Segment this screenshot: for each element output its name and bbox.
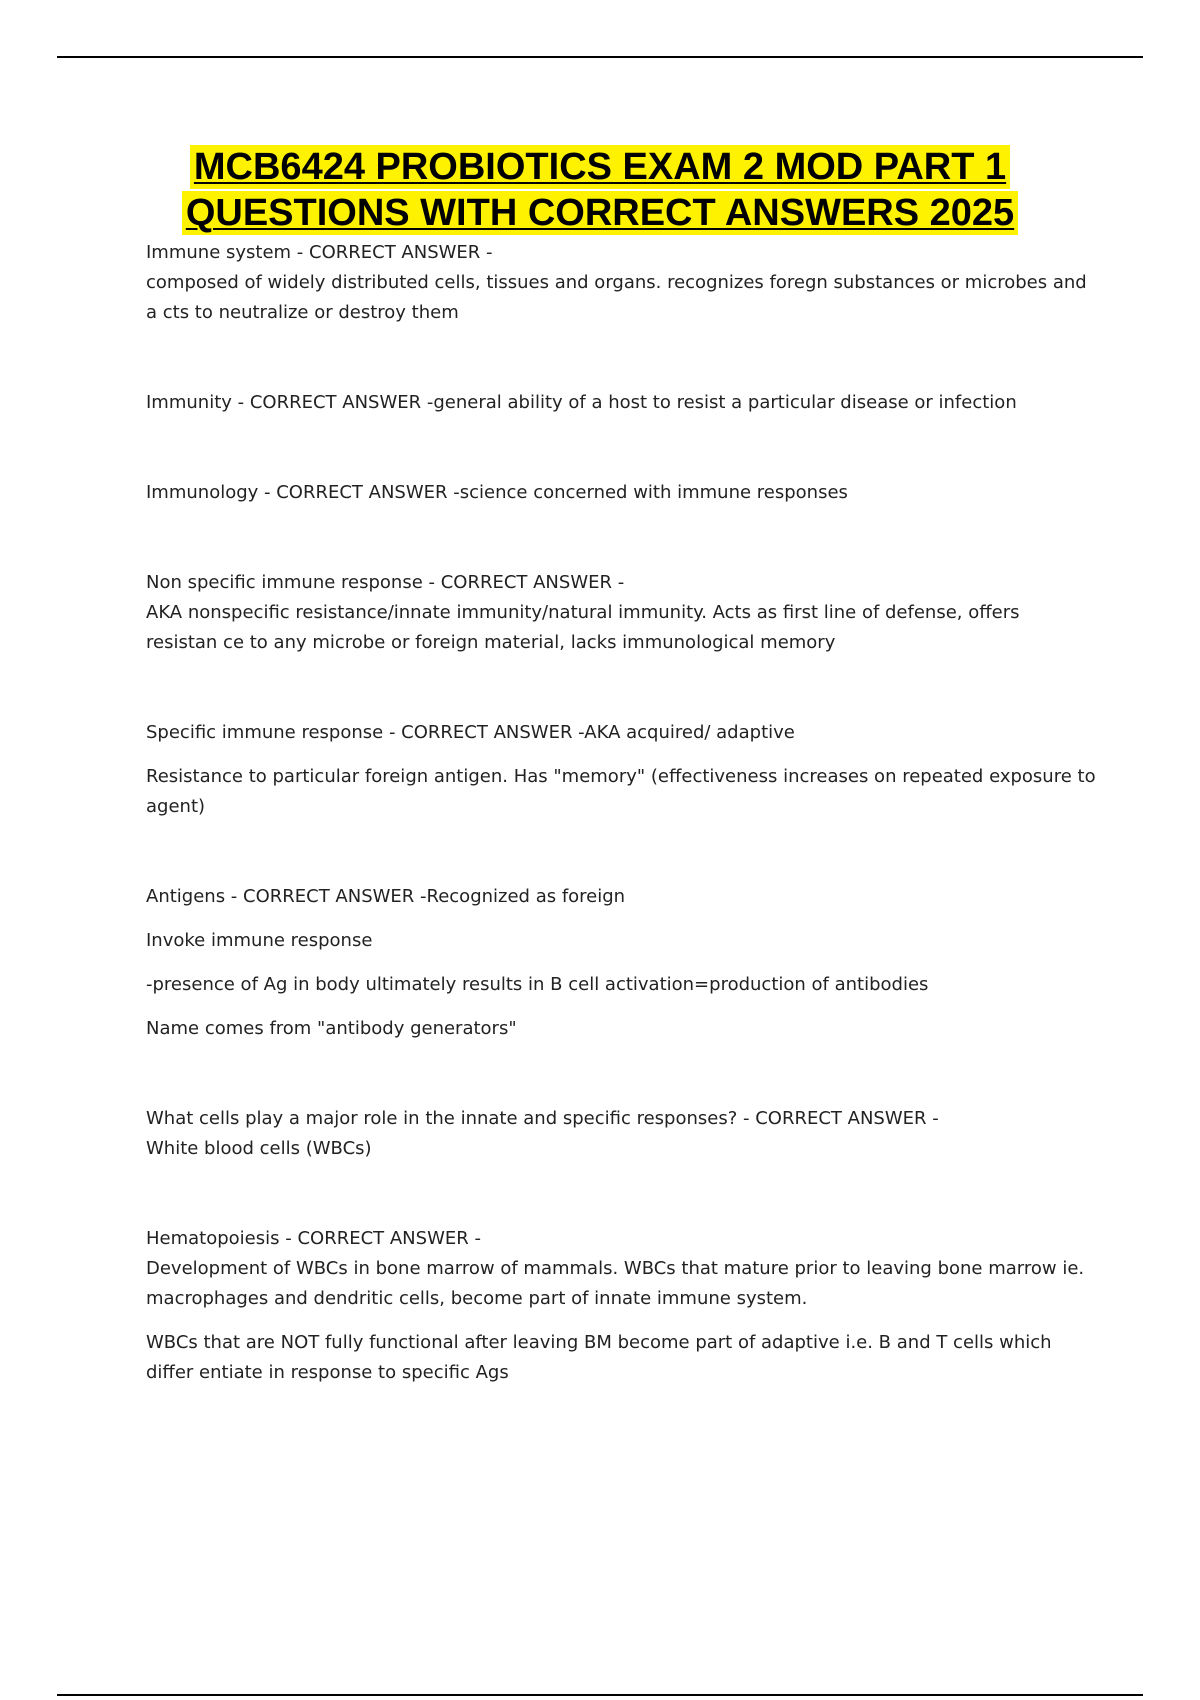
document-title — [0, 145, 1200, 235]
term-line: Immune system - CORRECT ANSWER - — [146, 242, 493, 263]
term-line: Antigens - CORRECT ANSWER -Recognized as foreign — [146, 886, 626, 907]
term-line: Immunity - CORRECT ANSWER -general ability of a host to resist a particular disease or infection — [146, 392, 1017, 413]
answer-paragraph: Resistance to particular foreign antigen. Has "memory" (effectiveness increases on repeated exposure to agent) — [146, 766, 1096, 817]
title-line-1: MCB6424 PROBIOTICS EXAM 2 MOD PART 1 — [190, 145, 1010, 189]
qa-entry — [146, 238, 1096, 328]
qa-entry — [146, 388, 1096, 418]
answer-paragraph: WBCs that are NOT fully functional after leaving BM become part of adaptive i.e. B and T cells which differ entiate in response to specific Ags — [146, 1332, 1052, 1383]
answer-line: AKA nonspecific resistance/innate immunity/natural immunity. Acts as first line of defense, offers resistan ce to any microbe or foreign material, lacks immunological memory — [146, 602, 1020, 653]
qa-entry — [146, 718, 1096, 822]
qa-content — [146, 238, 1096, 1388]
qa-entry — [146, 1104, 1096, 1164]
answer-line: composed of widely distributed cells, tissues and organs. recognizes foregn substances or microbes and a cts to neutralize or destroy them — [146, 272, 1087, 323]
qa-entry — [146, 882, 1096, 1044]
qa-entry — [146, 1224, 1096, 1388]
answer-paragraph: -presence of Ag in body ultimately results in B cell activation=production of antibodies — [146, 974, 929, 995]
term-line: Hematopoiesis - CORRECT ANSWER - — [146, 1228, 481, 1249]
answer-paragraph: Name comes from "antibody generators" — [146, 1018, 517, 1039]
term-line: What cells play a major role in the innate and specific responses? - CORRECT ANSWER - — [146, 1108, 939, 1129]
term-line: Non specific immune response - CORRECT ANSWER - — [146, 572, 625, 593]
answer-paragraph: Invoke immune response — [146, 930, 373, 951]
qa-entry — [146, 478, 1096, 508]
bottom-rule — [57, 1694, 1143, 1696]
top-rule — [57, 56, 1143, 58]
term-line: Immunology - CORRECT ANSWER -science concerned with immune responses — [146, 482, 848, 503]
term-line: Specific immune response - CORRECT ANSWER -AKA acquired/ adaptive — [146, 722, 795, 743]
title-line-2: QUESTIONS WITH CORRECT ANSWERS 2025 — [182, 191, 1018, 235]
qa-entry — [146, 568, 1096, 658]
answer-line: Development of WBCs in bone marrow of mammals. WBCs that mature prior to leaving bone marrow ie. macrophages and dendritic cells, become part of innate immune system. — [146, 1258, 1085, 1309]
answer-line: White blood cells (WBCs) — [146, 1138, 372, 1159]
